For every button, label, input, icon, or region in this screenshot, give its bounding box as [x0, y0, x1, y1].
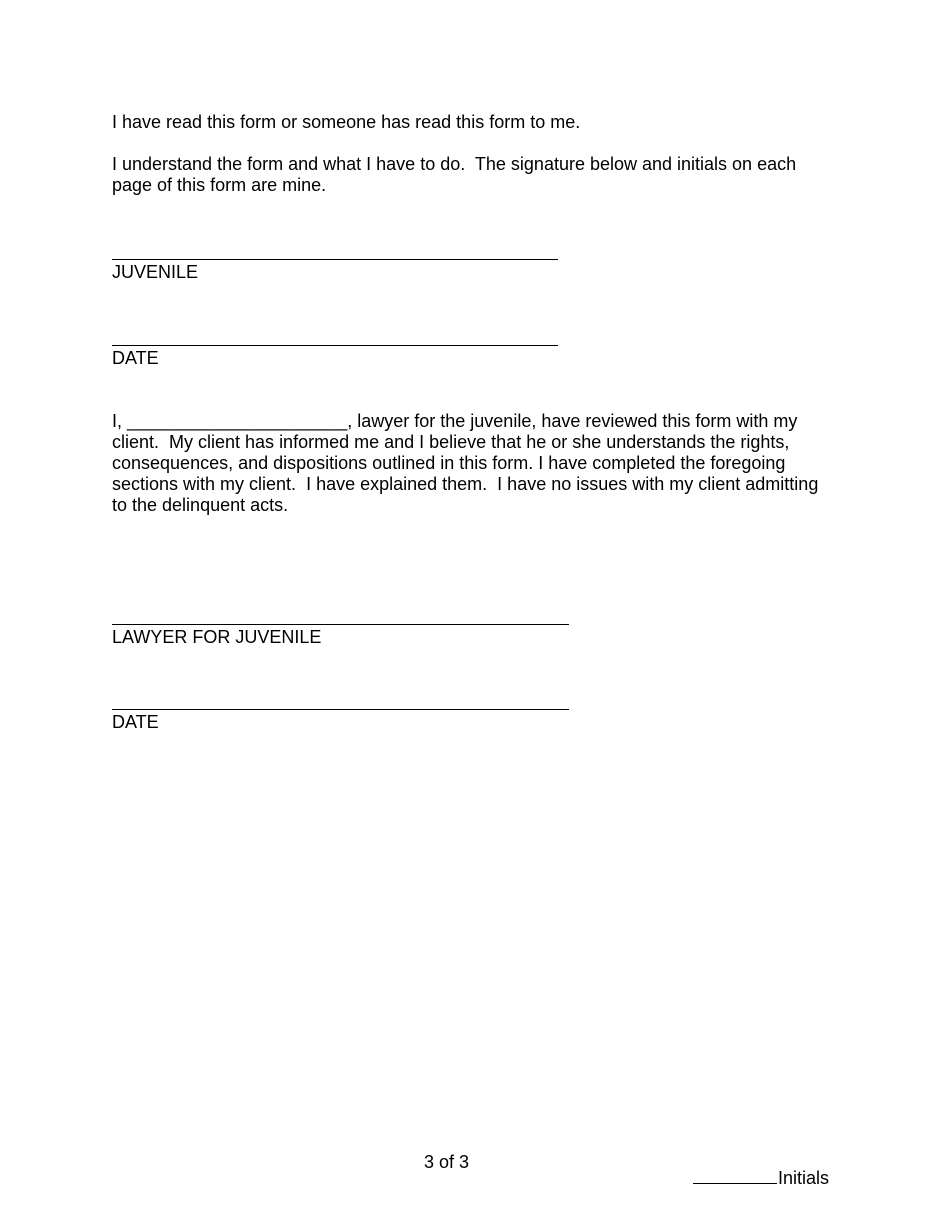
juvenile-date-line[interactable]	[112, 345, 558, 346]
page-number: 3 of 3	[423, 1152, 470, 1172]
lawyer-signature-label: LAWYER FOR JUVENILE	[112, 627, 322, 647]
initials-label: Initials	[778, 1168, 830, 1188]
lawyer-statement: I, ______________________, lawyer for the juvenile, have reviewed this form with my client. My client has informed me and I believe that he or she understands the rights, consequences, and dispositions outlined in this form. I have completed the foregoing sections with my client. I have explained them. I have no issues with my client admitting to the delinquent acts.	[112, 411, 824, 515]
lawyer-date-line[interactable]	[112, 709, 569, 710]
initials-blank-line[interactable]	[693, 1166, 777, 1184]
understand-form-statement: I understand the form and what I have to do. The signature below and initials on each page of this form are mine.	[112, 154, 802, 195]
lawyer-signature-line[interactable]	[112, 624, 569, 625]
juvenile-signature-line[interactable]	[112, 259, 558, 260]
juvenile-signature-label: JUVENILE	[112, 262, 199, 282]
juvenile-date-label: DATE	[112, 348, 159, 368]
lawyer-date-label: DATE	[112, 712, 159, 732]
initials-field	[693, 1166, 829, 1189]
read-form-statement: I have read this form or someone has read this form to me.	[112, 112, 581, 132]
